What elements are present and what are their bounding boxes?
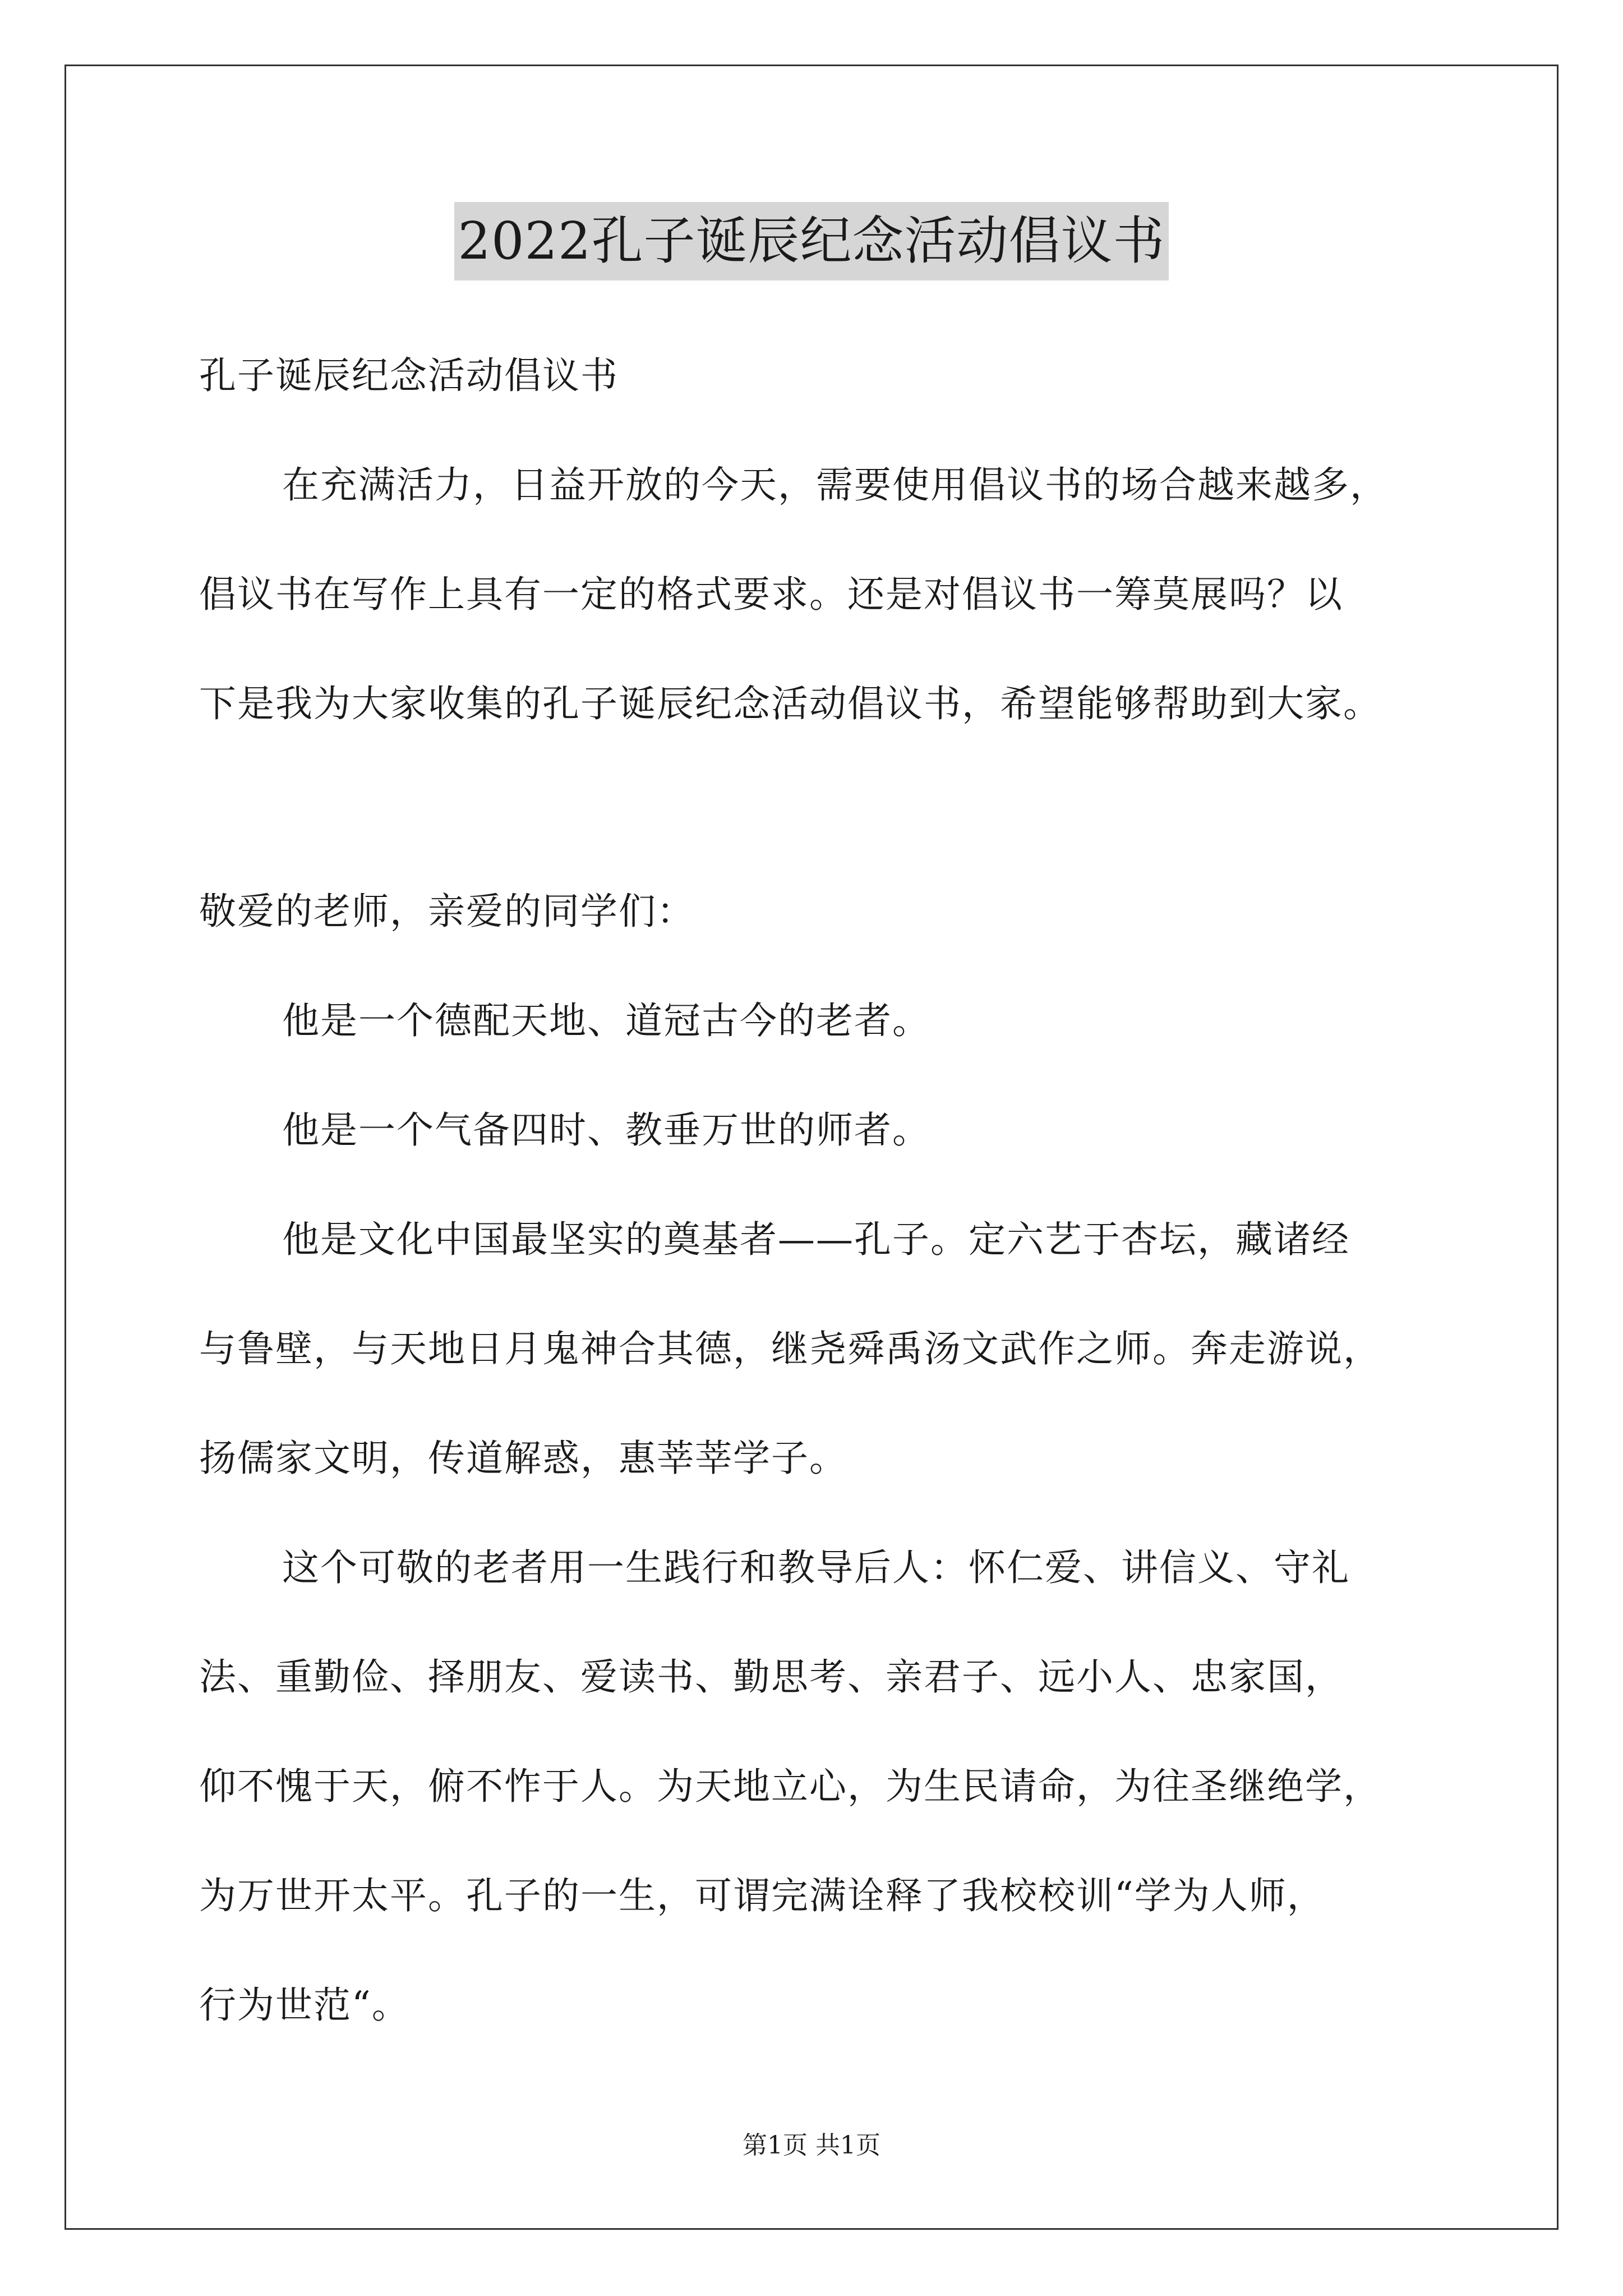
intro-line: 下是我为大家收集的孔子诞辰纪念活动倡议书，希望能够帮助到大家。 [199, 682, 1381, 725]
intro-line: 在充满活力，日益开放的今天，需要使用倡议书的场合越来越多， [282, 463, 1388, 507]
page-number: 第1页 共1页 [743, 2131, 880, 2160]
paragraph-4-line: 这个可敬的老者用一生践行和教导后人：怀仁爱、讲信义、守礼 [282, 1546, 1350, 1589]
paragraph-4-line: 法、重勤俭、择朋友、爱读书、勤思考、亲君子、远小人、忠家国， [199, 1655, 1343, 1699]
document-subtitle: 孔子诞辰纪念活动倡议书 [199, 354, 619, 397]
paragraph-2: 他是一个气备四时、教垂万世的师者。 [282, 1108, 930, 1152]
salutation: 敬爱的老师，亲爱的同学们： [199, 890, 695, 933]
title-container [0, 202, 1623, 280]
paragraph-3-line: 他是文化中国最坚实的奠基者——孔子。定六艺于杏坛，藏诸经 [282, 1218, 1350, 1261]
document-title: 2022孔子诞辰纪念活动倡议书 [454, 202, 1168, 280]
paragraph-3-line: 扬儒家文明，传道解惑，惠莘莘学子。 [199, 1437, 847, 1480]
page-footer [0, 2129, 1623, 2162]
intro-line: 倡议书在写作上具有一定的格式要求。还是对倡议书一筹莫展吗？以 [199, 573, 1343, 616]
paragraph-3-line: 与鲁壁，与天地日月鬼神合其德，继尧舜禹汤文武作之师。奔走游说， [199, 1327, 1381, 1370]
paragraph-4-line: 为万世开太平。孔子的一生，可谓完满诠释了我校校训“学为人师， [199, 1874, 1325, 1917]
paragraph-1: 他是一个德配天地、道冠古今的老者。 [282, 999, 930, 1042]
paragraph-4-line: 仰不愧于天，俯不怍于人。为天地立心，为生民请命，为往圣继绝学， [199, 1765, 1381, 1808]
paragraph-4-line: 行为世范“。 [199, 1984, 410, 2027]
